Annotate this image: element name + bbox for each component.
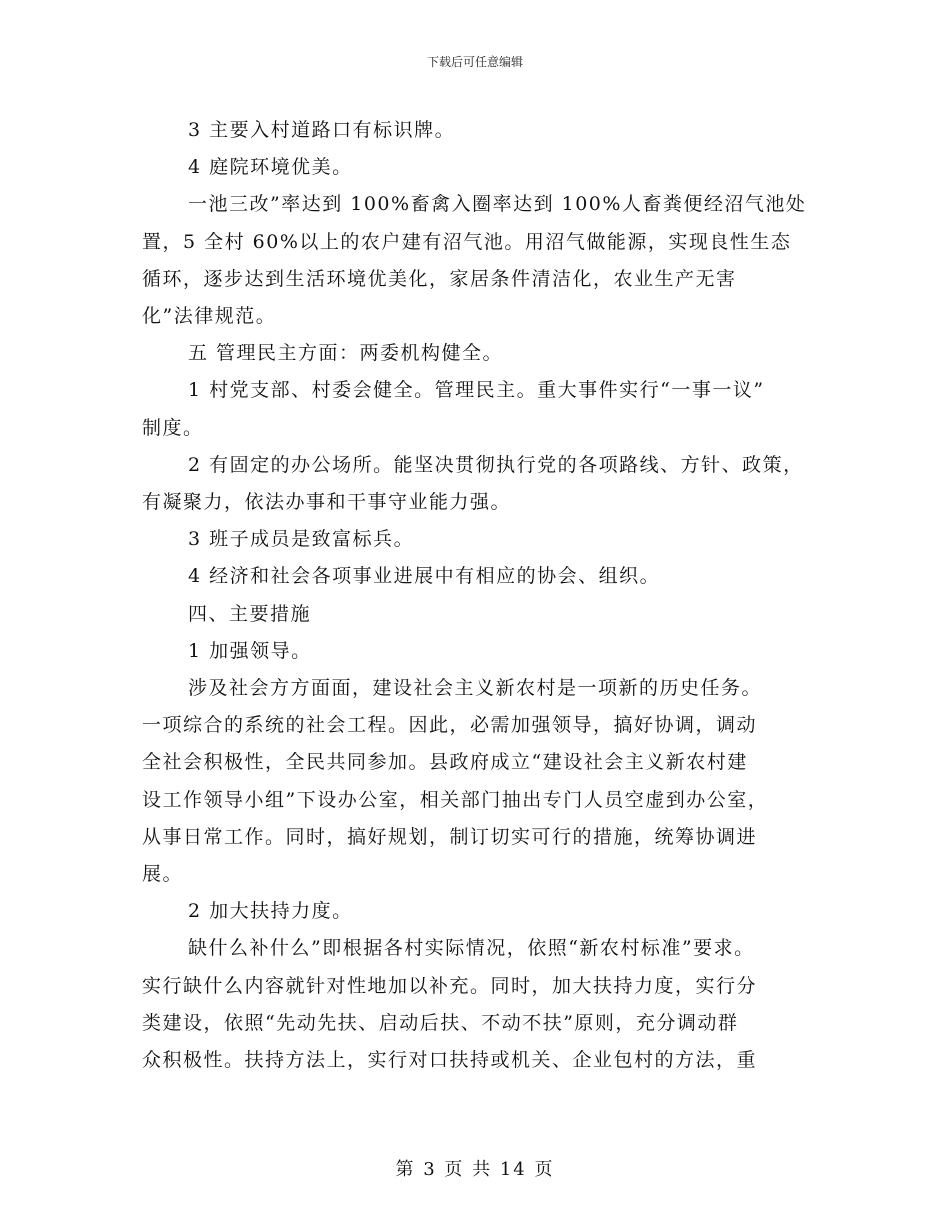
text-line: 制度。 (142, 416, 204, 439)
text-line: 涉及社会方方面面，建设社会主义新农村是一项新的历史任务。 (188, 677, 763, 700)
text-line: 四、主要措施 (188, 602, 312, 625)
text-line: 缺什么补什么”即根据各村实际情况，依照“新农村标准”要求。 (188, 937, 755, 960)
text-line: 有凝聚力，依法办事和干事守业能力强。 (142, 491, 512, 514)
text-line: 全社会积极性，全民共同参加。县政府成立“建设社会主义新农村建 (142, 751, 748, 774)
document-body (142, 112, 822, 1079)
text-line: 2 加大扶持力度。 (188, 900, 353, 923)
text-line: 2 有固定的办公场所。能坚决贯彻执行党的各项路线、方针、政策， (188, 453, 804, 476)
text-line: 一项综合的系统的社会工程。因此，必需加强领导，搞好协调，调动 (142, 714, 758, 737)
text-line: 从事日常工作。同时，搞好规划，制订切实可行的措施，统筹协调进 (142, 825, 758, 848)
text-line: 实行缺什么内容就针对性地加以补充。同时，加大扶持力度，实行分 (142, 974, 758, 997)
text-line: 置，5 全村 60%以上的农户建有沼气池。用沼气做能源，实现良性生态 (142, 230, 792, 253)
text-line: 3 主要入村道路口有标识牌。 (188, 119, 456, 141)
text-line: 五 管理民主方面：两委机构健全。 (188, 342, 504, 365)
text-line: 设工作领导小组”下设办公室，相关部门抽出专门人员空虚到办公室， (142, 788, 769, 811)
text-line: 3 班子成员是致富标兵。 (188, 528, 415, 551)
text-line: 众积极性。扶持方法上，实行对口扶持或机关、企业包村的方法，重 (142, 1049, 758, 1072)
page-footer: 第 3 页 共 14 页 (395, 1159, 555, 1180)
text-line: 1 村党支部、村委会健全。管理民主。重大事件实行“一事一议” (188, 379, 765, 402)
text-line: 类建设，依照“先动先扶、启动后扶、不动不扶”原则，充分调动群 (142, 1011, 739, 1034)
text-line: 一池三改”率达到 100%畜禽入圈率达到 100%人畜粪便经沼气池处 (188, 193, 807, 216)
text-line: 4 经济和社会各项事业进展中有相应的协会、组织。 (188, 565, 661, 588)
text-line: 1 加强领导。 (188, 639, 312, 662)
page-header: 下载后可任意编辑 (426, 55, 523, 69)
text-line: 展。 (142, 863, 184, 886)
text-line: 化”法律规范。 (142, 305, 277, 328)
text-line: 4 庭院环境优美。 (188, 156, 353, 179)
text-line: 循环，逐步达到生活环境优美化，家居条件清洁化，农业生产无害 (142, 267, 737, 290)
